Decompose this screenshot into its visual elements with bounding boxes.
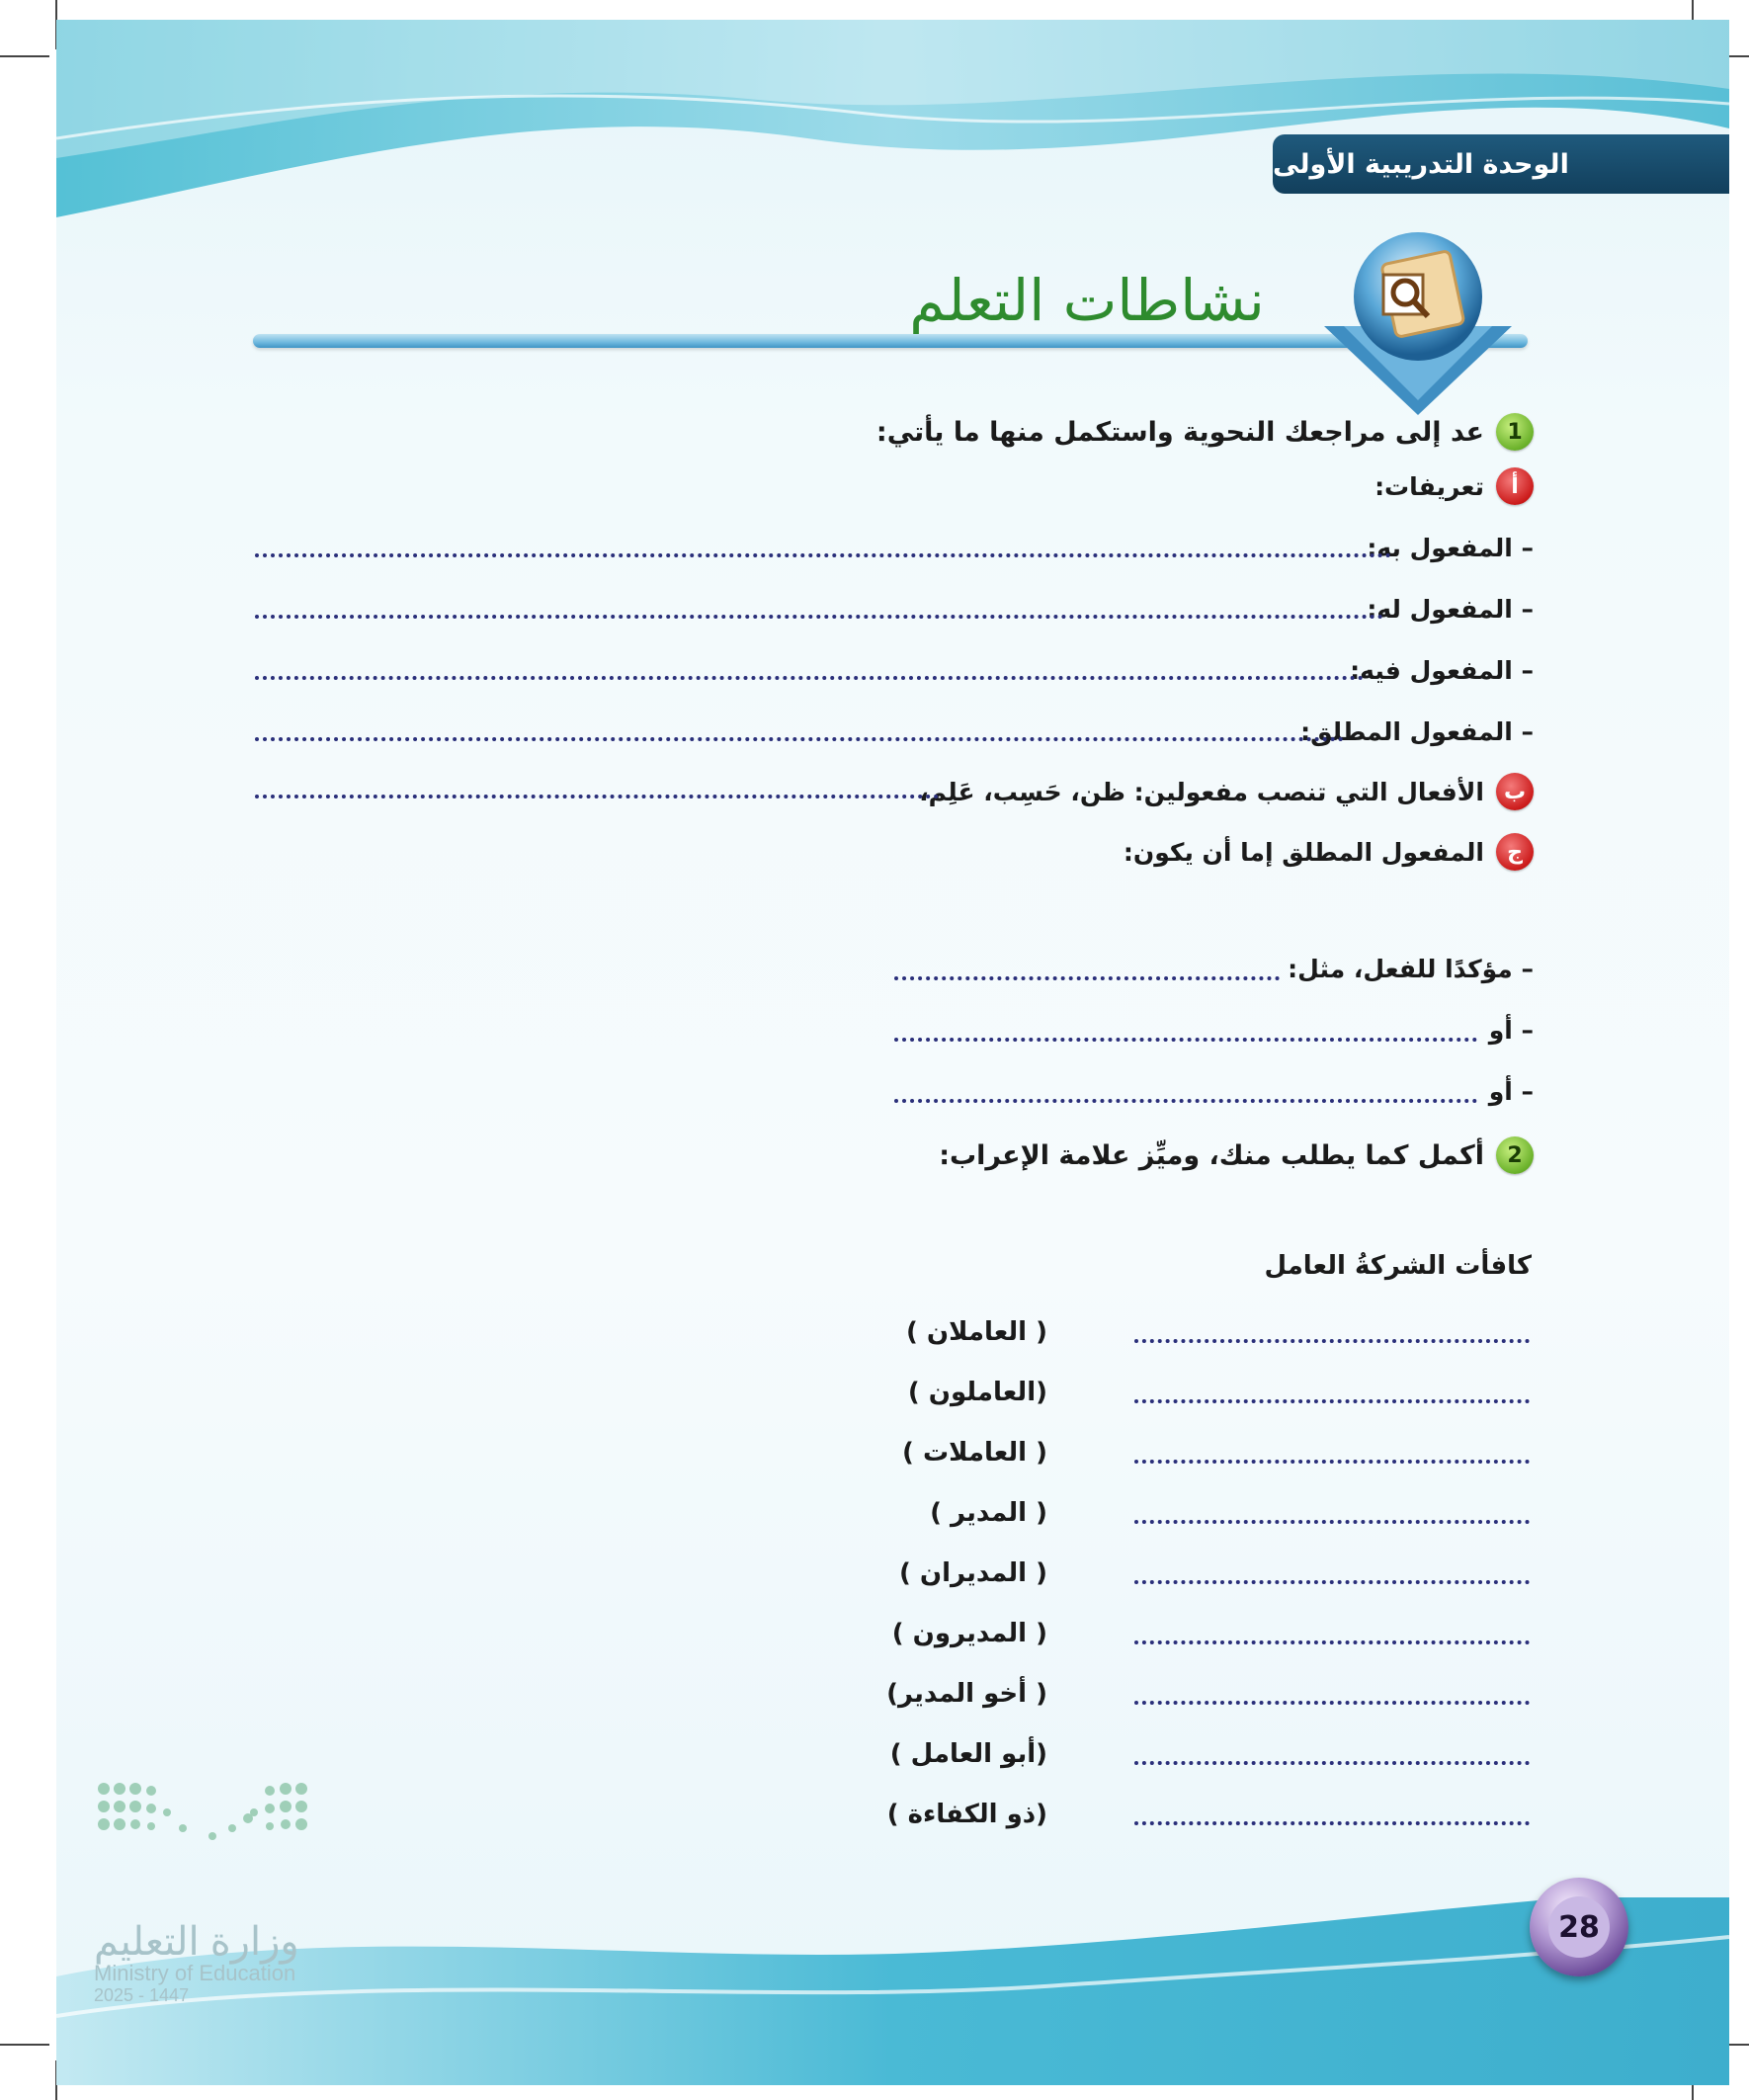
question-1 [876, 413, 1534, 451]
part-text: الأفعال التي تنصب مفعولين: ظن، حَسِب، عَلِم، [919, 777, 1484, 806]
transform-hint: (ذو الكفاءة ) [886, 1800, 1047, 1829]
answer-line[interactable] [255, 553, 1391, 557]
transform-hint: ( العاملان ) [905, 1317, 1047, 1347]
transform-hint: (العاملون ) [907, 1378, 1047, 1407]
answer-line[interactable] [1134, 1460, 1530, 1464]
ministry-name-english: Ministry of Education [94, 1961, 296, 1985]
part-letter-badge: ب [1496, 773, 1534, 810]
definition-row [1350, 656, 1534, 685]
question-number-badge: 1 [1496, 413, 1534, 451]
bottom-wave-decoration [56, 1897, 1729, 2085]
part-letter-badge: ج [1496, 833, 1534, 871]
answer-line[interactable] [255, 615, 1383, 619]
part-text: المفعول المطلق إما أن يكون: [1123, 837, 1484, 867]
transform-hint: ( المدير ) [930, 1498, 1047, 1528]
answer-line[interactable] [1134, 1640, 1530, 1644]
page-number-badge [1530, 1878, 1628, 1976]
answer-line[interactable] [255, 676, 1364, 680]
transform-hint: ( المديرون ) [891, 1619, 1047, 1648]
definition-label: – المفعول المطلق: [1300, 717, 1534, 746]
answer-line[interactable] [1134, 1701, 1530, 1705]
crop-mark [0, 2044, 49, 2046]
transform-hint: ( العاملات ) [902, 1438, 1047, 1468]
answer-line[interactable] [1134, 1761, 1530, 1765]
crop-mark [0, 55, 49, 57]
ministry-logo-icon [94, 1779, 311, 1897]
part-b [919, 773, 1534, 810]
answer-line[interactable] [1134, 1399, 1530, 1403]
answer-line[interactable] [894, 1038, 1477, 1042]
part-title: تعريفات: [1374, 471, 1484, 501]
ministry-wordmark [94, 1922, 299, 2005]
answer-line[interactable] [1134, 1580, 1530, 1584]
answer-line[interactable] [894, 976, 1280, 980]
part-letter-badge: أ [1496, 467, 1534, 505]
answer-line[interactable] [1134, 1821, 1530, 1825]
definition-row [1300, 717, 1534, 746]
definition-label: – المفعول له: [1367, 595, 1534, 624]
transform-hint: ( المديران ) [898, 1558, 1047, 1588]
page-number: 28 [1548, 1896, 1610, 1958]
definition-label: – المفعول به: [1367, 534, 1534, 562]
mutlaq-type-row [1489, 1016, 1534, 1045]
question-text: عد إلى مراجعك النحوية واستكمل منها ما يأتي: [875, 416, 1484, 448]
part-c [1124, 833, 1534, 871]
magnifier-folder-icon [1314, 227, 1522, 415]
ministry-name-arabic: وزارة التعليم [94, 1920, 299, 1964]
answer-line[interactable] [894, 1099, 1477, 1103]
answer-line[interactable] [1134, 1339, 1530, 1343]
mutlaq-type-row [1489, 1077, 1534, 1106]
edition-year: 2025 - 1447 [94, 1985, 190, 2005]
question-text: أكمل كما يطلب منك، وميِّز علامة الإعراب: [939, 1139, 1484, 1171]
mutlaq-type-row [1288, 955, 1534, 983]
mutlaq-type-label: – مؤكدًا للفعل، مثل: [1288, 955, 1534, 983]
answer-line[interactable] [255, 795, 939, 798]
answer-line[interactable] [255, 737, 1344, 741]
mutlaq-type-label: – أو [1488, 1016, 1534, 1045]
definition-row [1367, 595, 1534, 624]
definition-row [1367, 534, 1534, 562]
transform-hint: (أبو العامل ) [889, 1739, 1047, 1769]
base-sentence: كافأت الشركةُ العامل [1264, 1251, 1532, 1281]
transform-hint: ( أخو المدير) [886, 1679, 1047, 1709]
definition-label: – المفعول فيه: [1350, 656, 1534, 685]
question-2 [939, 1136, 1534, 1174]
page-title: نشاطات التعلم [909, 267, 1265, 334]
unit-tab: الوحدة التدريبية الأولى [1273, 134, 1729, 194]
mutlaq-type-label: – أو [1488, 1077, 1534, 1106]
question-number-badge: 2 [1496, 1136, 1534, 1174]
answer-line[interactable] [1134, 1520, 1530, 1524]
part-a-title [1374, 467, 1534, 505]
